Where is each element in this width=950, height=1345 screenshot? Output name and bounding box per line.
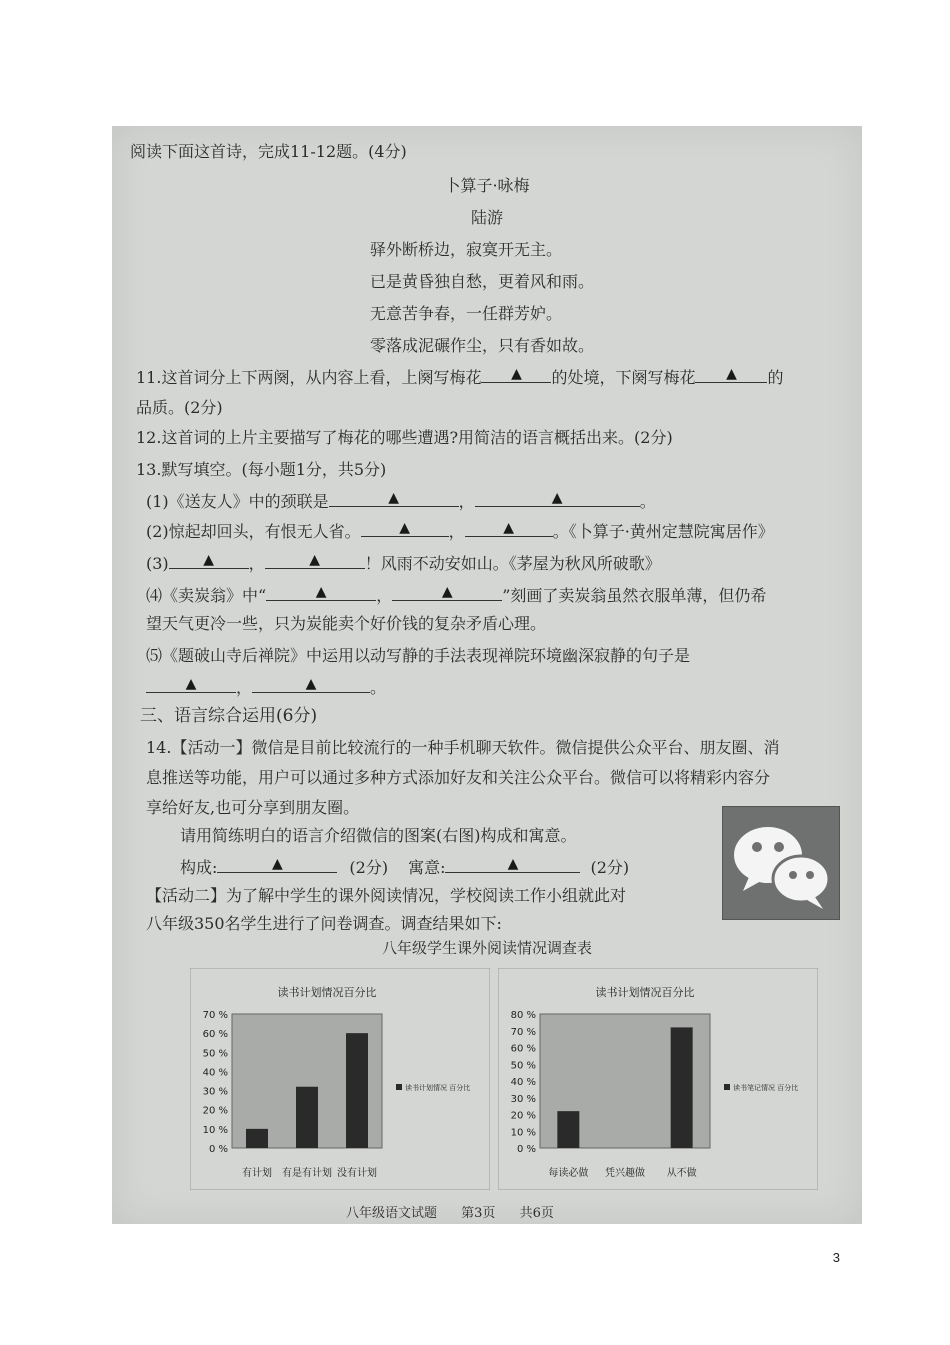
q11-text-c: 的 xyxy=(767,368,784,387)
answer-blank[interactable] xyxy=(252,676,370,693)
y-tick-label: 0 % xyxy=(208,1144,228,1155)
y-tick-label: 20 % xyxy=(202,1105,228,1117)
answer-blank[interactable] xyxy=(361,520,449,537)
separator: ， xyxy=(448,522,465,541)
x-tick-label: 凭兴趣做 xyxy=(605,1168,645,1179)
answer-blank[interactable] xyxy=(329,490,459,507)
q14-prompt: 请用简练明白的语言介绍微信的图案(右图)构成和寓意。 xyxy=(180,826,577,845)
q13-1-text: (1)《送友人》中的颈联是 xyxy=(146,492,329,511)
y-tick-label: 40 % xyxy=(510,1077,536,1088)
footer-page: 第3页 xyxy=(461,1206,496,1221)
y-tick-label: 30 % xyxy=(202,1086,228,1098)
answer-blank[interactable] xyxy=(475,490,640,507)
page-number: 3 xyxy=(832,1250,840,1265)
page-footer xyxy=(346,1202,554,1221)
separator: ， xyxy=(376,586,393,605)
question-12: 12.这首词的上片主要描写了梅花的哪些遭遇?用简洁的语言概括出来。(2分) xyxy=(136,428,673,447)
question-11 xyxy=(136,366,783,388)
meaning-answer-blank[interactable] xyxy=(445,856,580,873)
answer-blank[interactable] xyxy=(392,584,502,601)
x-tick-label: 有计划 xyxy=(242,1168,272,1179)
survey-table-title: 八年级学生课外阅读情况调查表 xyxy=(381,939,592,957)
legend-swatch xyxy=(396,1084,402,1090)
q13-2-source: 。《卜算子·黄州定慧院寓居作》 xyxy=(552,522,774,541)
bar xyxy=(557,1111,579,1148)
answer-blank[interactable] xyxy=(481,366,551,383)
composition-answer-blank[interactable] xyxy=(217,856,337,873)
y-tick-label: 60 % xyxy=(202,1029,228,1041)
q14-paragraph: 息推送等功能，用户可以通过多种方式添加好友和关注公众平台。微信可以将精彩内容分 xyxy=(146,768,771,787)
separator: ， xyxy=(458,492,475,511)
y-tick-label: 20 % xyxy=(510,1110,536,1122)
answer-blank[interactable] xyxy=(169,552,249,569)
x-tick-label: 有是有计划 xyxy=(282,1168,332,1179)
legend-label: 读书计划情况 百分比 xyxy=(405,1084,471,1092)
poem-line: 无意苦争春，一任群芳妒。 xyxy=(370,304,563,323)
y-tick-label: 60 % xyxy=(510,1043,536,1055)
bar xyxy=(671,1027,693,1148)
poem-line: 已是黄昏独自愁，更着风和雨。 xyxy=(370,272,595,291)
wechat-icon xyxy=(723,807,839,919)
q13-item-5: ⑸《题破山寺后禅院》中运用以动写静的手法表现禅院环境幽深寂静的句子是 xyxy=(146,646,691,665)
q14-answer-line xyxy=(180,856,629,878)
bar xyxy=(346,1033,368,1148)
answer-blank[interactable] xyxy=(465,520,553,537)
bar xyxy=(246,1129,268,1148)
meaning-label: 寓意: xyxy=(408,858,446,877)
composition-label: 构成: xyxy=(180,858,218,877)
answer-blank[interactable] xyxy=(266,584,376,601)
q13-item-3 xyxy=(146,552,661,574)
x-tick-label: 从不做 xyxy=(666,1168,697,1179)
chart-title: 读书计划情况百分比 xyxy=(595,986,695,999)
question-13-heading: 13.默写填空。(每小题1分，共5分) xyxy=(136,460,387,479)
activity-2-text: 八年级350名学生进行了问卷调查。调查结果如下: xyxy=(146,914,502,933)
y-tick-label: 80 % xyxy=(510,1010,536,1021)
y-tick-label: 0 % xyxy=(516,1144,536,1155)
q13-item-4-line2: 望天气更冷一些，只为炭能卖个好价钱的复杂矛盾心理。 xyxy=(146,614,547,633)
poem-line: 零落成泥碾作尘，只有香如故。 xyxy=(370,336,595,355)
bar-chart-reading-plan xyxy=(190,968,490,1190)
answer-blank[interactable] xyxy=(146,676,236,693)
poem-line: 驿外断桥边，寂寞开无主。 xyxy=(370,240,563,259)
q14-paragraph: 享给好友,也可分享到朋友圈。 xyxy=(146,798,360,817)
score: (2分) xyxy=(590,858,630,877)
y-tick-label: 10 % xyxy=(202,1124,228,1136)
chart-title: 读书计划情况百分比 xyxy=(277,986,377,999)
q13-4-tail: ”刻画了卖炭翁虽然衣服单薄，但仍希 xyxy=(502,586,767,605)
answer-blank[interactable] xyxy=(695,366,767,383)
legend-swatch xyxy=(724,1084,730,1090)
y-tick-label: 70 % xyxy=(510,1026,536,1038)
q13-3-text: (3) xyxy=(146,554,169,573)
separator: ， xyxy=(248,554,265,573)
footer-total: 共6页 xyxy=(519,1206,554,1221)
poem-author: 陆游 xyxy=(470,208,503,227)
y-tick-label: 30 % xyxy=(510,1093,536,1105)
q13-item-2 xyxy=(146,520,774,542)
bar-chart-reading-notes xyxy=(498,968,818,1190)
footer-exam-name: 八年级语文试题 xyxy=(346,1206,438,1221)
y-tick-label: 50 % xyxy=(202,1048,228,1060)
period: 。 xyxy=(370,678,387,697)
y-tick-label: 50 % xyxy=(510,1060,536,1072)
bar xyxy=(296,1087,318,1148)
separator: ， xyxy=(236,678,253,697)
score: (2分) xyxy=(349,858,389,877)
x-tick-label: 没有计划 xyxy=(337,1168,377,1179)
period: 。 xyxy=(639,492,656,511)
q13-item-4 xyxy=(146,584,766,606)
q13-4-text: ⑷《卖炭翁》中“ xyxy=(146,586,267,605)
wechat-logo-image xyxy=(722,806,840,920)
section-3-heading: 三、语言综合运用(6分) xyxy=(140,706,318,726)
q13-2-text: (2)惊起却回头，有恨无人省。 xyxy=(146,522,361,541)
q13-item-5-blanks xyxy=(146,676,386,698)
reading-instruction: 阅读下面这首诗，完成11-12题。(4分) xyxy=(130,142,407,161)
q13-item-1 xyxy=(146,490,656,512)
x-tick-label: 每读必做 xyxy=(548,1168,589,1179)
y-tick-label: 10 % xyxy=(510,1127,536,1139)
activity-2-text: 【活动二】为了解中学生的课外阅读情况，学校阅读工作小组就此对 xyxy=(146,886,627,905)
q11-text-a: 11.这首词分上下两阕，从内容上看，上阕写梅花 xyxy=(136,368,482,387)
poem-title: 卜算子·咏梅 xyxy=(444,176,530,195)
y-tick-label: 40 % xyxy=(202,1067,228,1079)
q11-text-b: 的处境，下阕写梅花 xyxy=(551,368,696,387)
q14-paragraph: 14.【活动一】微信是目前比较流行的一种手机聊天软件。微信提供公众平台、朋友圈、消 xyxy=(146,738,780,757)
legend-label: 读书笔记情况 百分比 xyxy=(733,1084,799,1092)
y-tick-label: 70 % xyxy=(202,1010,228,1021)
answer-blank[interactable] xyxy=(265,552,365,569)
q13-3-source: ！风雨不动安如山。《茅屋为秋风所破歌》 xyxy=(364,554,661,573)
question-11-tail: 品质。(2分) xyxy=(136,398,223,417)
